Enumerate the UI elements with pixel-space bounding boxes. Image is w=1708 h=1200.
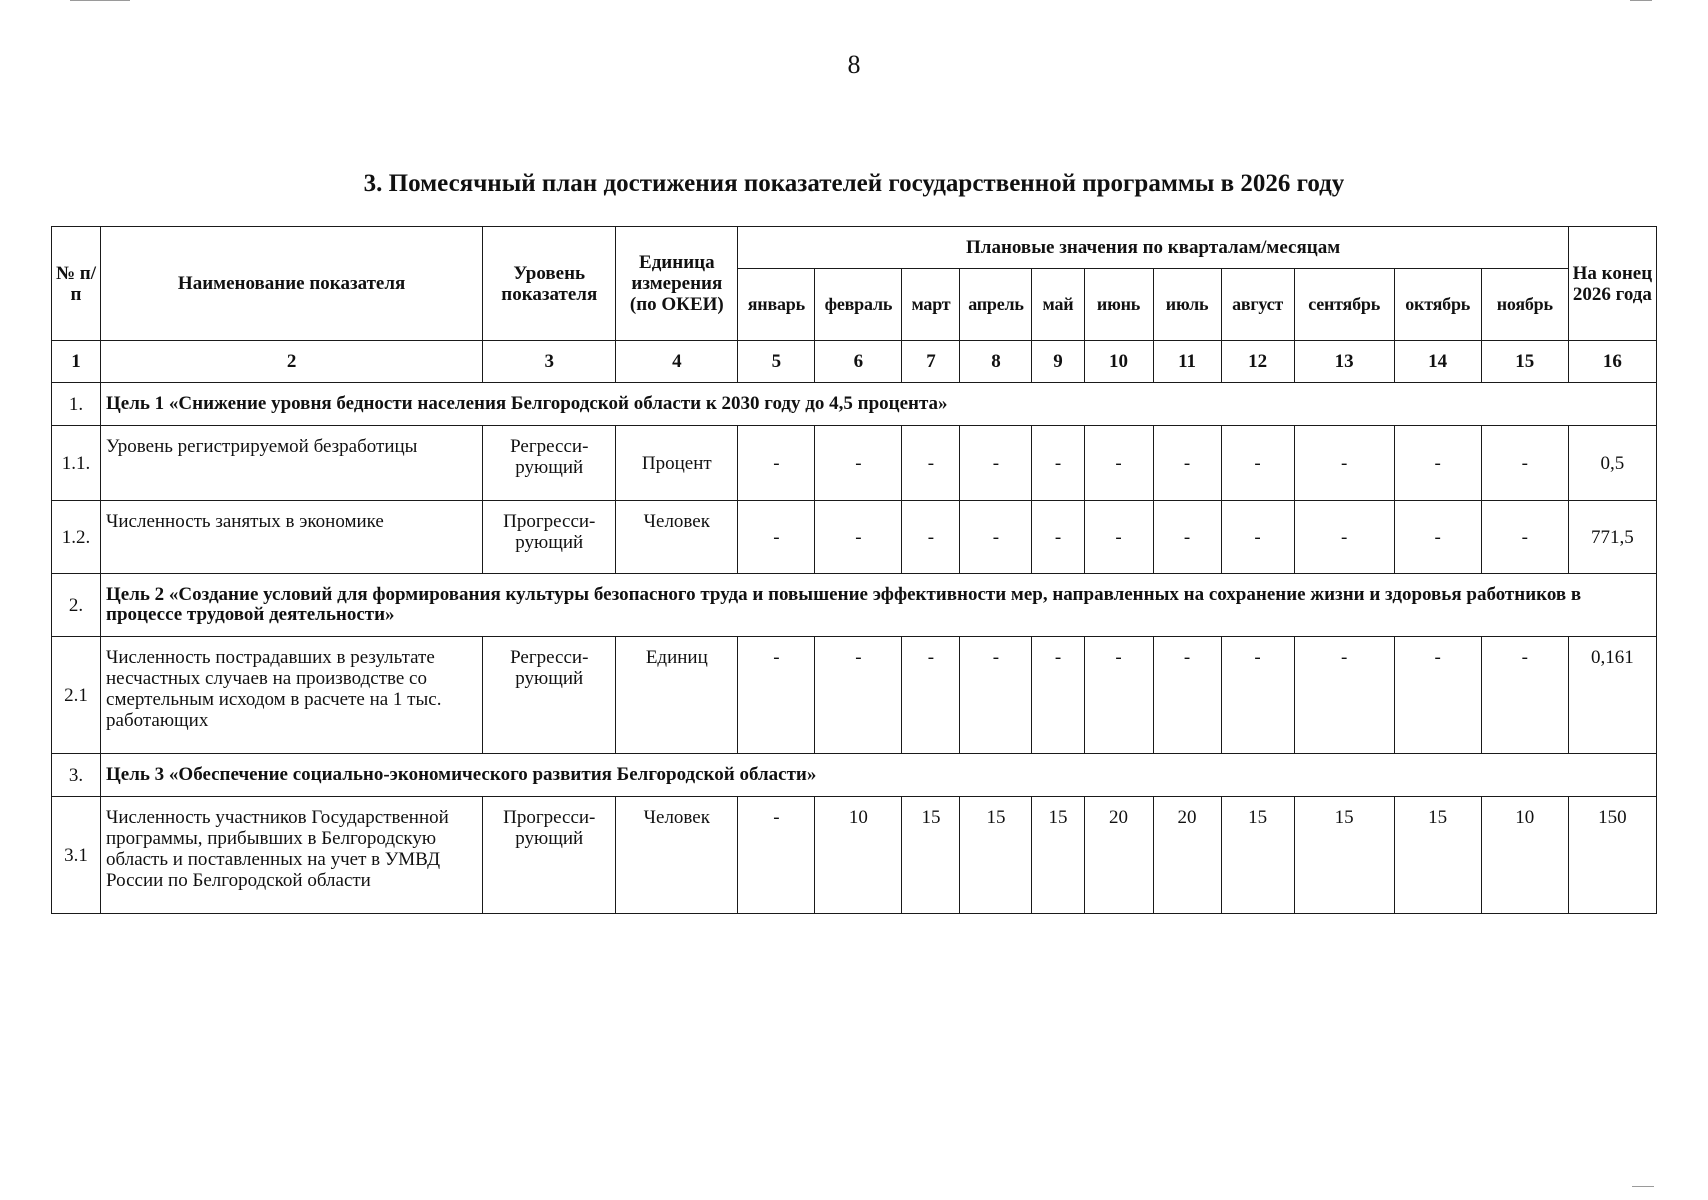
month-value: - bbox=[738, 797, 815, 914]
month-value: 20 bbox=[1084, 797, 1153, 914]
header-month: июнь bbox=[1084, 269, 1153, 341]
column-number: 1 bbox=[52, 341, 101, 383]
year-end-value: 0,5 bbox=[1568, 426, 1656, 501]
column-number: 16 bbox=[1568, 341, 1656, 383]
header-level: Уровень показателя bbox=[483, 227, 616, 341]
month-value: - bbox=[738, 501, 815, 574]
header-name: Наименование показателя bbox=[101, 227, 483, 341]
month-value: 10 bbox=[815, 797, 902, 914]
column-number: 14 bbox=[1394, 341, 1481, 383]
monthly-plan-table bbox=[51, 226, 1657, 914]
header-month: апрель bbox=[960, 269, 1032, 341]
month-value: - bbox=[960, 426, 1032, 501]
table-body bbox=[52, 383, 1657, 914]
month-value: - bbox=[1032, 501, 1084, 574]
column-number: 9 bbox=[1032, 341, 1084, 383]
goal-number: 3. bbox=[52, 754, 101, 797]
header-row bbox=[52, 227, 1657, 269]
column-number: 15 bbox=[1481, 341, 1568, 383]
month-value: - bbox=[1153, 637, 1221, 754]
column-number: 7 bbox=[902, 341, 960, 383]
indicator-row bbox=[52, 797, 1657, 914]
goal-number: 1. bbox=[52, 383, 101, 426]
column-number: 12 bbox=[1221, 341, 1294, 383]
month-value: - bbox=[1221, 637, 1294, 754]
goal-number: 2. bbox=[52, 574, 101, 637]
header-month: ноябрь bbox=[1481, 269, 1568, 341]
indicator-name: Численность занятых в экономике bbox=[101, 501, 483, 574]
month-value: - bbox=[1481, 501, 1568, 574]
header-month: сентябрь bbox=[1294, 269, 1394, 341]
month-value: - bbox=[960, 501, 1032, 574]
column-number: 10 bbox=[1084, 341, 1153, 383]
indicator-unit: Процент bbox=[616, 426, 738, 501]
column-number: 2 bbox=[101, 341, 483, 383]
indicator-unit: Человек bbox=[616, 797, 738, 914]
indicator-level: Прогресси-рующий bbox=[483, 797, 616, 914]
year-end-value: 771,5 bbox=[1568, 501, 1656, 574]
goal-row bbox=[52, 574, 1657, 637]
scan-edge-mark bbox=[70, 0, 130, 1]
indicator-unit: Единиц bbox=[616, 637, 738, 754]
month-value: - bbox=[902, 637, 960, 754]
header-num: № п/п bbox=[52, 227, 101, 341]
header-planned-values: Плановые значения по кварталам/месяцам bbox=[738, 227, 1568, 269]
year-end-value: 150 bbox=[1568, 797, 1656, 914]
goal-row bbox=[52, 754, 1657, 797]
month-value: - bbox=[1084, 501, 1153, 574]
month-value: - bbox=[902, 501, 960, 574]
document-title: 3. Помесячный план достижения показателей государственной программы в 2026 году bbox=[363, 170, 1345, 197]
month-value: 15 bbox=[1221, 797, 1294, 914]
year-end-value: 0,161 bbox=[1568, 637, 1656, 754]
month-value: - bbox=[738, 637, 815, 754]
month-value: - bbox=[960, 637, 1032, 754]
header-year-end: На конец 2026 года bbox=[1568, 227, 1656, 341]
column-number-row bbox=[52, 341, 1657, 383]
goal-text: Цель 3 «Обеспечение социально-экономического развития Белгородской области» bbox=[101, 754, 1657, 797]
indicator-name: Численность пострадавших в результате несчастных случаев на производстве со смертельным исходом в расчете на 1 тыс. работающих bbox=[101, 637, 483, 754]
month-value: - bbox=[738, 426, 815, 501]
indicator-unit: Человек bbox=[616, 501, 738, 574]
page-number: 8 bbox=[847, 50, 861, 79]
indicator-number: 1.1. bbox=[52, 426, 101, 501]
indicator-name: Уровень регистрируемой безработицы bbox=[101, 426, 483, 501]
header-month: январь bbox=[738, 269, 815, 341]
column-number: 13 bbox=[1294, 341, 1394, 383]
indicator-row bbox=[52, 637, 1657, 754]
month-value: - bbox=[1294, 637, 1394, 754]
indicator-level: Прогресси-рующий bbox=[483, 501, 616, 574]
header-month: март bbox=[902, 269, 960, 341]
goal-row bbox=[52, 383, 1657, 426]
month-value: - bbox=[1153, 426, 1221, 501]
month-value: - bbox=[815, 637, 902, 754]
month-value: 15 bbox=[1394, 797, 1481, 914]
scan-edge-mark bbox=[1632, 1186, 1654, 1187]
goal-text: Цель 1 «Снижение уровня бедности населения Белгородской области к 2030 году до 4,5 процента» bbox=[101, 383, 1657, 426]
month-value: - bbox=[1394, 501, 1481, 574]
month-value: - bbox=[1294, 426, 1394, 501]
month-value: 15 bbox=[1294, 797, 1394, 914]
month-value: - bbox=[815, 501, 902, 574]
month-value: 15 bbox=[1032, 797, 1084, 914]
header-month: июль bbox=[1153, 269, 1221, 341]
month-value: 10 bbox=[1481, 797, 1568, 914]
header-month: май bbox=[1032, 269, 1084, 341]
column-number: 4 bbox=[616, 341, 738, 383]
month-value: - bbox=[1221, 426, 1294, 501]
month-value: - bbox=[1394, 637, 1481, 754]
column-number: 5 bbox=[738, 341, 815, 383]
scan-edge-mark bbox=[1630, 0, 1652, 1]
month-value: 15 bbox=[902, 797, 960, 914]
month-value: - bbox=[1481, 426, 1568, 501]
month-value: - bbox=[1032, 637, 1084, 754]
indicator-row bbox=[52, 426, 1657, 501]
month-value: - bbox=[1394, 426, 1481, 501]
column-number: 6 bbox=[815, 341, 902, 383]
month-value: - bbox=[1153, 501, 1221, 574]
header-month: август bbox=[1221, 269, 1294, 341]
month-value: - bbox=[1481, 637, 1568, 754]
column-number: 8 bbox=[960, 341, 1032, 383]
header-unit: Единица измерения (по ОКЕИ) bbox=[616, 227, 738, 341]
month-value: - bbox=[1084, 637, 1153, 754]
indicator-number: 2.1 bbox=[52, 637, 101, 754]
header-month: февраль bbox=[815, 269, 902, 341]
month-value: 15 bbox=[960, 797, 1032, 914]
indicator-level: Регресси-рующий bbox=[483, 637, 616, 754]
indicator-name: Численность участников Государственной программы, прибывших в Белгородскую область и поставленных на учет в УМВД России по Белгородской области bbox=[101, 797, 483, 914]
indicator-number: 1.2. bbox=[52, 501, 101, 574]
goal-text: Цель 2 «Создание условий для формирования культуры безопасного труда и повышение эффективности мер, направленных на сохранение жизни и здоровья работников в процессе трудовой деятельности» bbox=[101, 574, 1657, 637]
column-number: 11 bbox=[1153, 341, 1221, 383]
header-month: октябрь bbox=[1394, 269, 1481, 341]
month-value: - bbox=[1032, 426, 1084, 501]
indicator-row bbox=[52, 501, 1657, 574]
column-number: 3 bbox=[483, 341, 616, 383]
month-value: - bbox=[815, 426, 902, 501]
month-value: - bbox=[1084, 426, 1153, 501]
month-value: - bbox=[1221, 501, 1294, 574]
indicator-level: Регресси-рующий bbox=[483, 426, 616, 501]
month-value: - bbox=[902, 426, 960, 501]
indicator-number: 3.1 bbox=[52, 797, 101, 914]
month-value: - bbox=[1294, 501, 1394, 574]
month-value: 20 bbox=[1153, 797, 1221, 914]
